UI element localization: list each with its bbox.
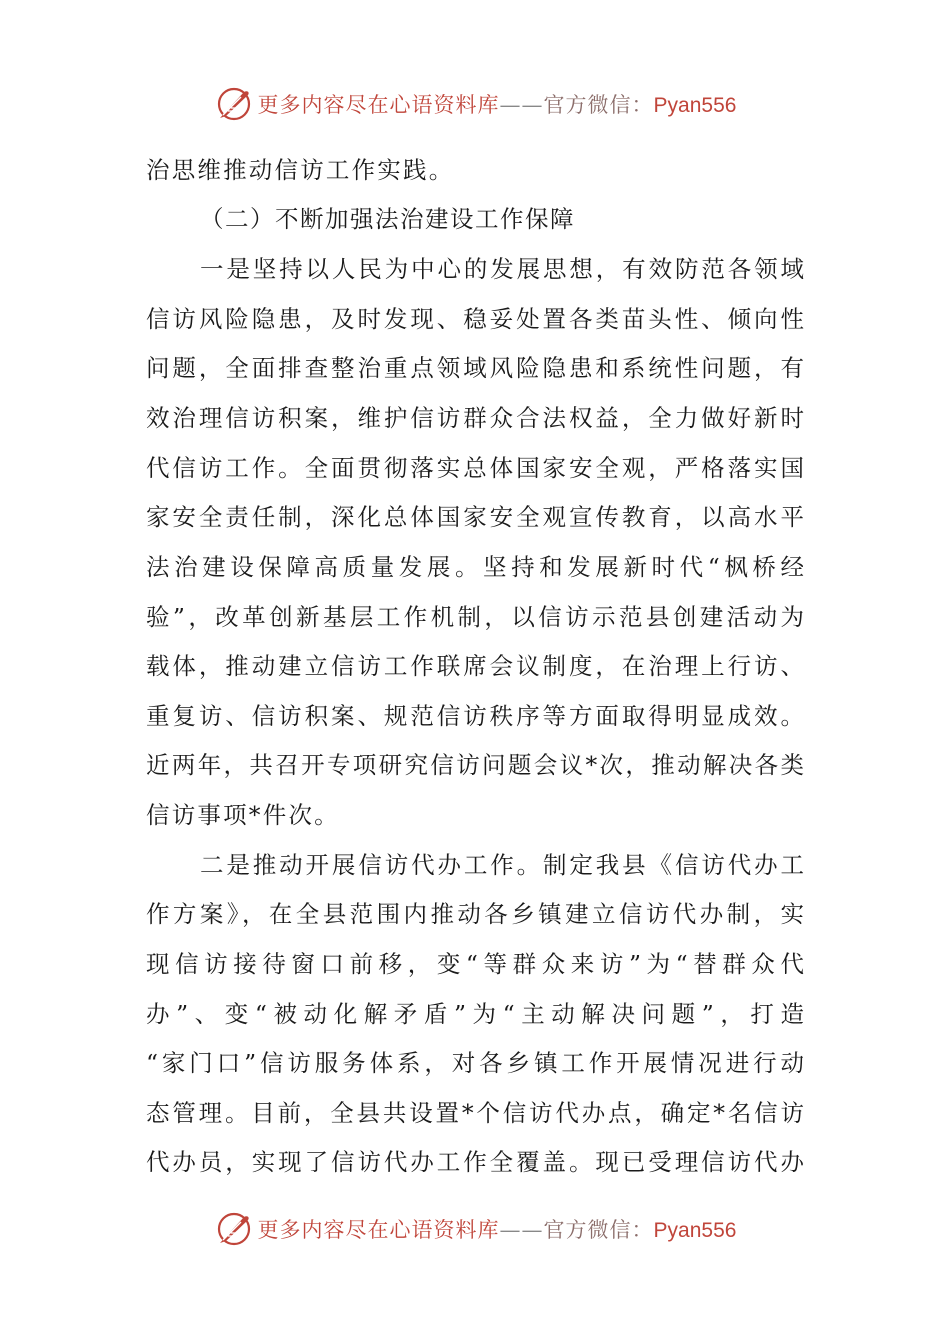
watermark-wechat-id: Pyan556 (653, 1219, 737, 1242)
watermark-text: 更多内容尽在心语资料库 (257, 93, 500, 117)
section-heading: （二）不断加强法治建设工作保障 (200, 205, 575, 233)
text-line: 信访风险隐患，及时发现、稳妥处置各类苗头性、倾向性 (146, 305, 804, 333)
text-line: 一是坚持以人民为中心的发展思想，有效防范各领域 (200, 255, 804, 283)
text-line: 重复访、信访积案、规范信访秩序等方面取得明显成效。 (146, 702, 804, 730)
text-line: 近两年，共召开专项研究信访问题会议*次，推动解决各类 (146, 751, 804, 779)
watermark-text: 更多内容尽在心语资料库 (257, 1218, 500, 1242)
text-line: 代办员，实现了信访代办工作全覆盖。现已受理信访代办 (146, 1148, 804, 1176)
watermark-wechat-label: 官方微信： (543, 93, 654, 117)
text-line: 问题，全面排查整治重点领域风险隐患和系统性问题，有 (146, 354, 804, 382)
text-line: 现信访接待窗口前移，变“等群众来访”为“替群众代 (146, 950, 804, 978)
quill-logo-icon (214, 1209, 254, 1249)
watermark-dash: —— (499, 93, 544, 117)
text-line: 作方案》，在全县范围内推动各乡镇建立信访代办制，实 (146, 900, 804, 928)
text-line: 信访事项*件次。 (146, 801, 340, 829)
text-line: 载体，推动建立信访工作联席会议制度，在治理上行访、 (146, 652, 804, 680)
text-line: 验”，改革创新基层工作机制，以信访示范县创建活动为 (146, 603, 804, 631)
text-line: 家安全责任制，深化总体国家安全观宣传教育，以高水平 (146, 503, 804, 531)
text-line: 办”、变“被动化解矛盾”为“主动解决问题”，打造 (146, 1000, 804, 1028)
watermark-wechat-label: 官方微信： (543, 1218, 654, 1242)
text-line: “家门口”信访服务体系，对各乡镇工作开展情况进行动 (146, 1049, 804, 1077)
watermark-banner-bottom (0, 1207, 950, 1251)
text-line: 法治建设保障高质量发展。坚持和发展新时代“枫桥经 (146, 553, 804, 581)
text-line: 态管理。目前，全县共设置*个信访代办点，确定*名信访 (146, 1099, 804, 1127)
watermark-dash: —— (499, 1218, 544, 1242)
text-line: 代信访工作。全面贯彻落实总体国家安全观，严格落实国 (146, 454, 804, 482)
text-line: 治思维推动信访工作实践。 (146, 156, 455, 184)
text-line: 效治理信访积案，维护信访群众合法权益，全力做好新时 (146, 404, 804, 432)
text-line: 二是推动开展信访代办工作。制定我县《信访代办工 (200, 851, 804, 879)
watermark-wechat-id: Pyan556 (653, 94, 737, 117)
